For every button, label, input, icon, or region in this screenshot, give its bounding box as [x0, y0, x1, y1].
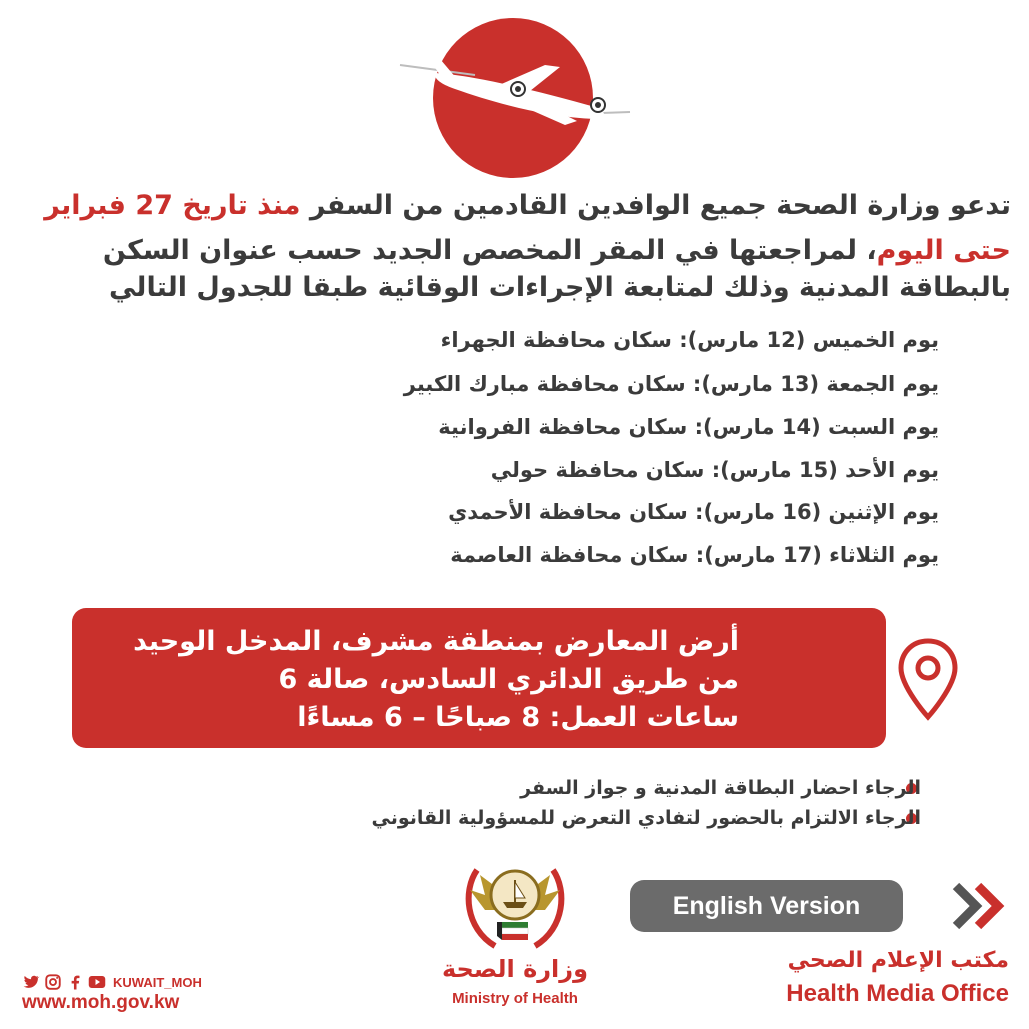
airplane-icon — [395, 45, 635, 145]
social-links — [22, 973, 202, 991]
schedule-item: يوم الثلاثاء (17 مارس): سكان محافظة العاصمة — [450, 543, 939, 567]
instagram-icon[interactable] — [44, 973, 62, 991]
intro-highlight-date: منذ تاريخ 27 فبراير — [44, 190, 301, 221]
schedule-item: يوم الأحد (15 مارس): سكان محافظة حولي — [490, 458, 939, 482]
twitter-icon[interactable] — [22, 973, 40, 991]
intro-line-3: بالبطاقة المدنية وذلك لمتابعة الإجراءات الوقائية طبقا للجدول التالي — [108, 272, 1011, 303]
intro-line-1 — [11, 183, 1011, 228]
schedule-item: يوم الخميس (12 مارس): سكان محافظة الجهراء — [440, 328, 939, 352]
ministry-emblem-icon — [455, 850, 575, 960]
schedule-item: يوم الإثنين (16 مارس): سكان محافظة الأحمدي — [448, 500, 939, 524]
venue-line-1: أرض المعارض بمنطقة مشرف، المدخل الوحيد — [133, 626, 739, 657]
facebook-icon[interactable] — [66, 973, 84, 991]
english-version-button[interactable]: English Version — [630, 880, 903, 932]
note-item: الرجاء الالتزام بالحضور لتفادي التعرض للمسؤولية القانوني — [371, 807, 921, 829]
schedule-item: يوم الجمعة (13 مارس): سكان محافظة مبارك الكبير — [403, 372, 939, 396]
ministry-name-english: Ministry of Health — [452, 990, 578, 1007]
intro-line-1-text: تدعو وزارة الصحة جميع الوافدين القادمين من السفر — [300, 190, 1011, 221]
schedule-item: يوم السبت (14 مارس): سكان محافظة الفروانية — [438, 415, 939, 439]
ministry-name-arabic: وزارة الصحة — [441, 955, 589, 983]
intro-highlight-today: حتى اليوم — [876, 235, 1011, 266]
social-handle: KUWAIT_MOH — [113, 974, 202, 990]
intro-line-2-text: ، لمراجعتها في المقر المخصص الجديد حسب عنوان السكن — [102, 235, 877, 266]
website-link[interactable]: www.moh.gov.kw — [22, 992, 180, 1013]
note-item: الرجاء احضار البطاقة المدنية و جواز السفر — [520, 777, 921, 799]
venue-line-3: ساعات العمل: 8 صباحًا – 6 مساءًا — [297, 702, 739, 733]
health-media-office-arabic: مكتب الإعلام الصحي — [787, 948, 1009, 973]
venue-line-2: من طريق الدائري السادس، صالة 6 — [278, 664, 739, 695]
location-pin-icon — [897, 637, 959, 721]
chevron-right-icon — [950, 880, 1010, 932]
health-media-office-english: Health Media Office — [786, 980, 1009, 1007]
youtube-icon[interactable] — [88, 973, 106, 991]
